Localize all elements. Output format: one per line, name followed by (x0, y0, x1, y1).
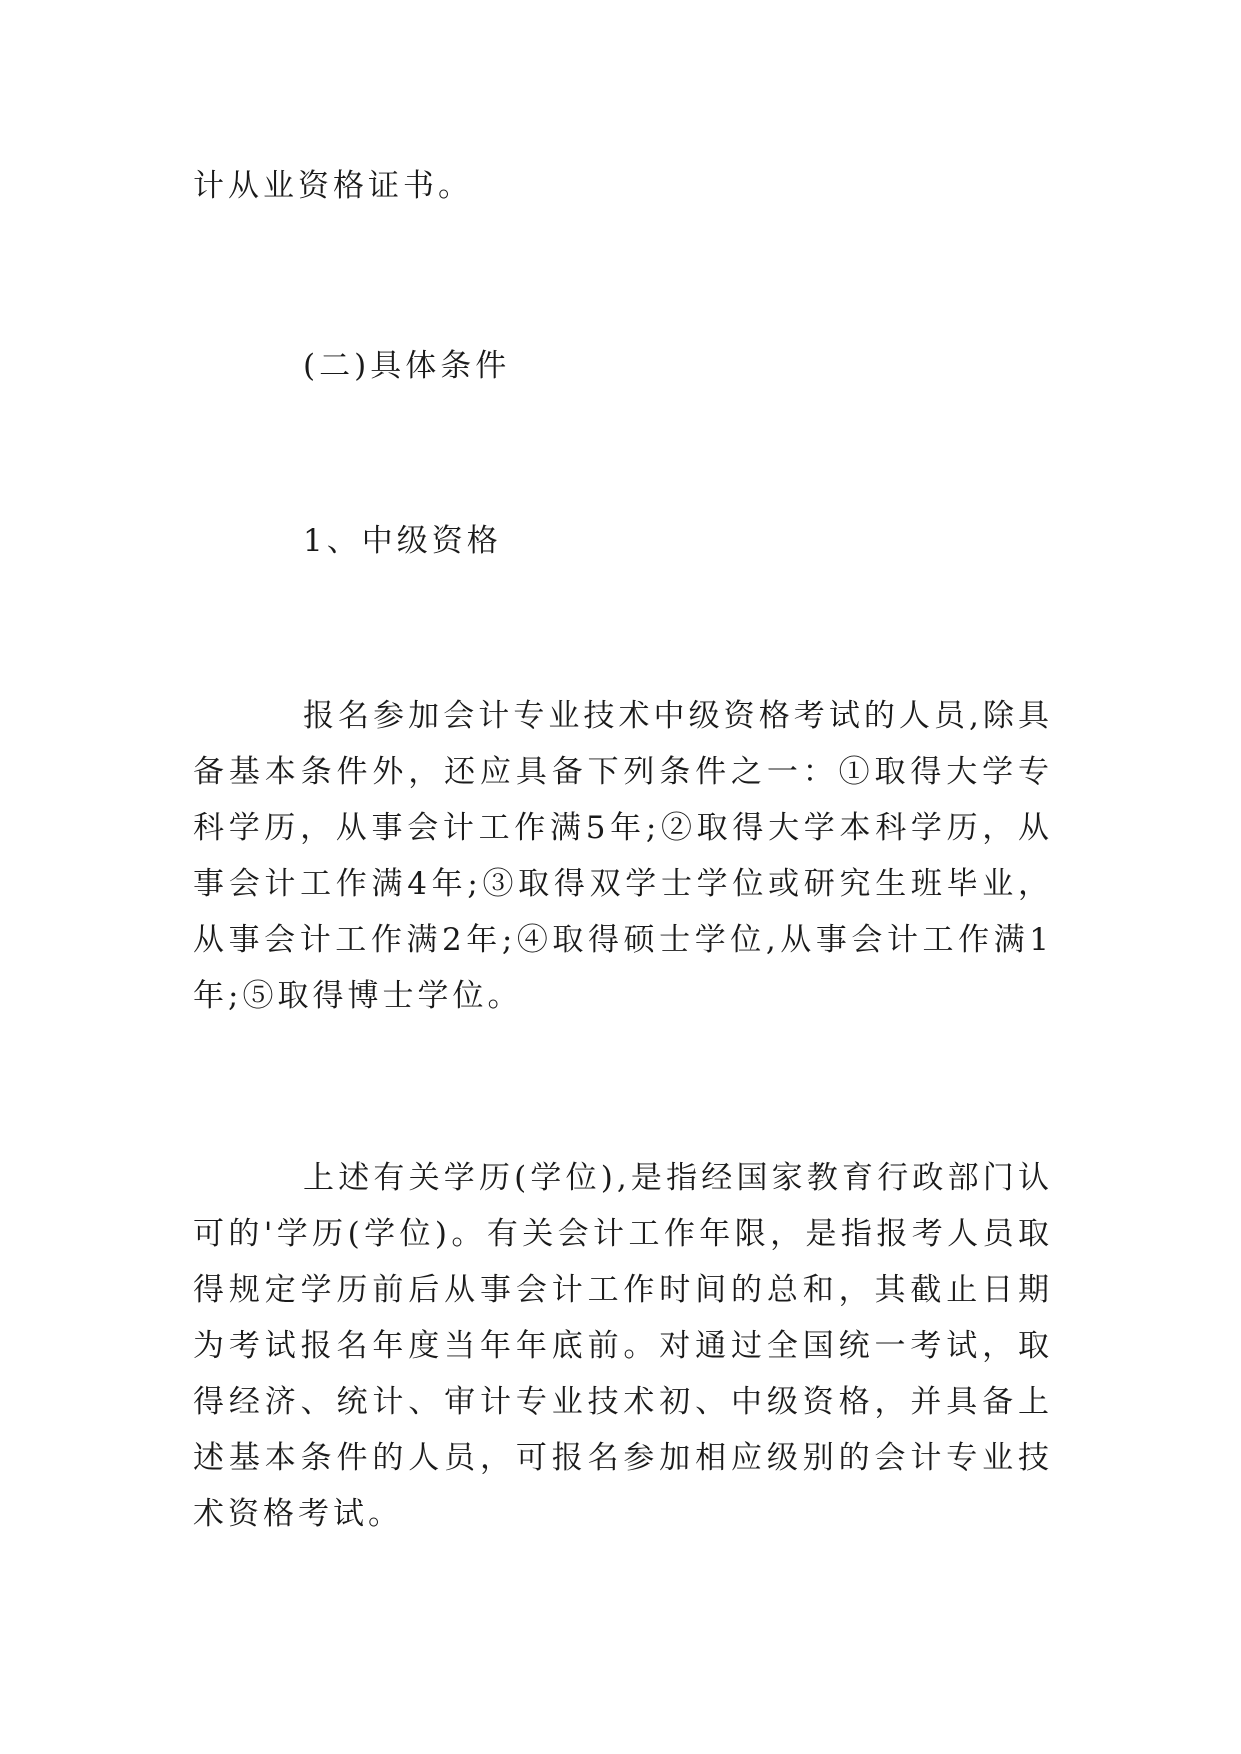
continuation-paragraph: 计从业资格证书。 (193, 168, 473, 204)
intermediate-requirements-paragraph: 报名参加会计专业技术中级资格考试的人员,除具备基本条件外，还应具备下列条件之一：①取得大学专科学历，从事会计工作满5年;②取得大学本科学历，从事会计工作满4年;③取得双学士学位或研究生班毕业，从事会计工作满2年;④取得硕士学位,从事会计工作满1年;⑤取得博士学位。 (193, 698, 1053, 1014)
subsection-heading: 1、中级资格 (303, 523, 502, 559)
section-heading: (二)具体条件 (303, 348, 511, 384)
education-note-paragraph: 上述有关学历(学位),是指经国家教育行政部门认可的'学历(学位)。有关会计工作年限，是指报考人员取得规定学历前后从事会计工作时间的总和，其截止日期为考试报名年度当年年底前。对通过全国统一考试，取得经济、统计、审计专业技术初、中级资格，并具备上述基本条件的人员，可报名参加相应级别的会计专业技术资格考试。 (193, 1160, 1053, 1532)
